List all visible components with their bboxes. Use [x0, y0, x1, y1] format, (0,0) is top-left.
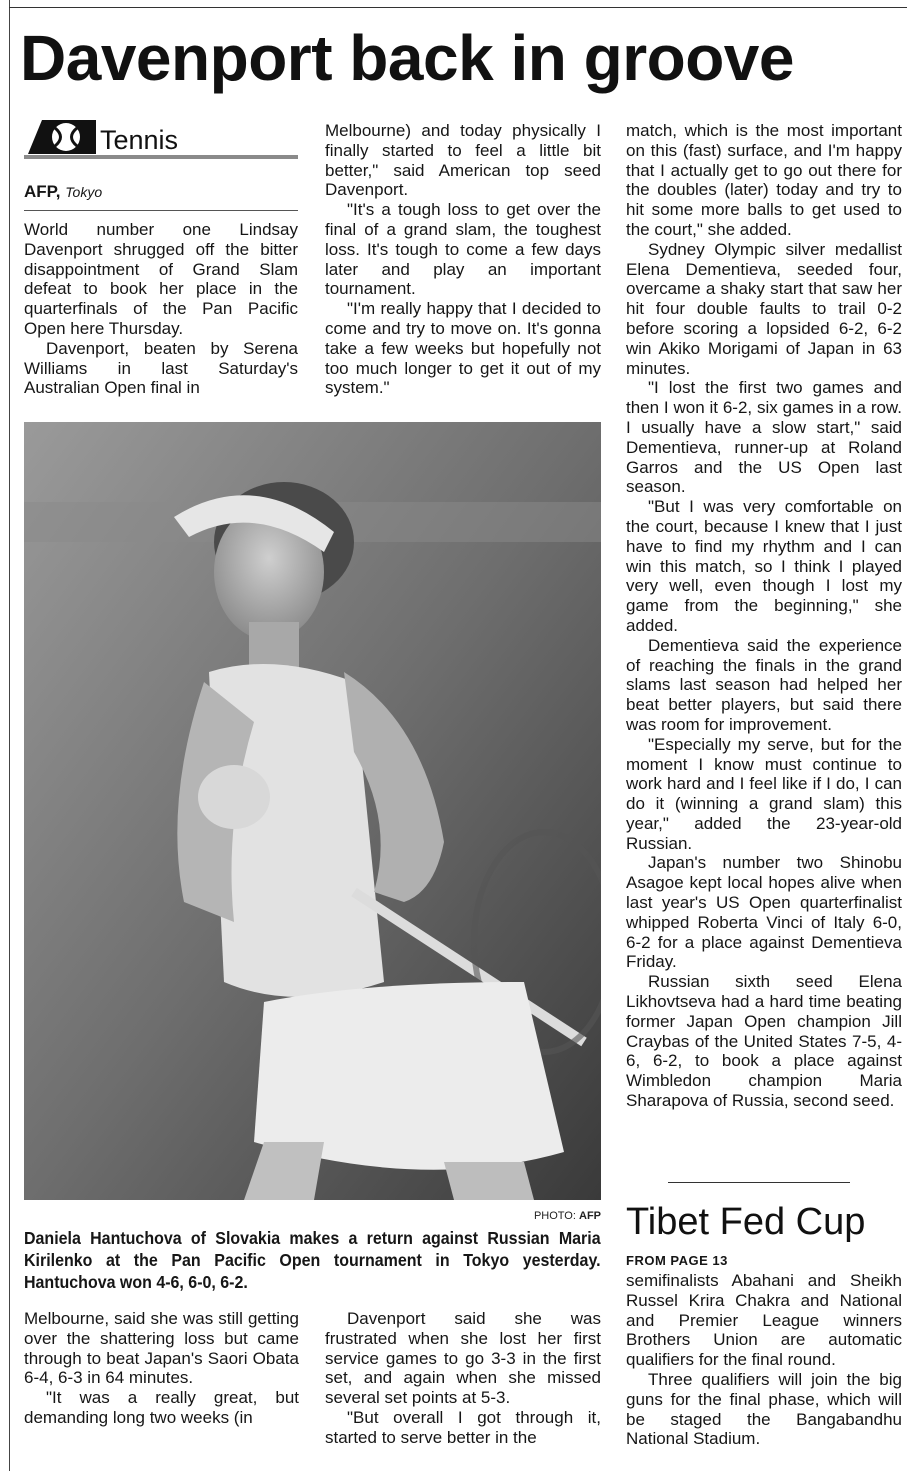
tennis-player-photo	[24, 422, 601, 1200]
paragraph: "I lost the first two games and then I won it 6-2, six games in a row. I usually have a slow start," said Dementieva, runner-up at Roland Garros and the US Open last season.	[626, 378, 902, 497]
paragraph: World number one Lindsay Davenport shrugged off the bitter disappointment of Grand Slam defeat to book her place in the quarterfinals of the Pan Pacific Open here Thursday.	[24, 220, 298, 338]
paragraph: Davenport said she was frustrated when she lost her first service games to go 3-3 in the first set, and again when she missed several set points at 5-3.	[325, 1309, 601, 1408]
paragraph: Melbourne, said she was still getting over the shattering loss but came through to beat Japan's Saori Obata 6-4, 6-3 in 64 minutes.	[24, 1309, 299, 1388]
paragraph: match, which is the most important on this (fast) surface, and I'm happy that I actually get to go out there for the doubles (later) today and try to hit some more balls to get used to the court," she added.	[626, 121, 902, 239]
paragraph: "But overall I got through it, started to serve better in the	[325, 1407, 601, 1447]
byline-rule	[24, 210, 298, 211]
paragraph: "I'm really happy that I decided to come and try to move on. It's gonna take a few weeks but hopefully not too much longer to get it out of my system."	[325, 299, 601, 398]
paragraph: Melbourne) and today physically I finally started to feel a little bit better," said American top seed Davenport.	[325, 121, 601, 200]
photo-credit	[430, 1210, 601, 1222]
section-rule	[24, 155, 298, 159]
byline-place: Tokyo	[65, 184, 103, 200]
tibet-headline: Tibet Fed Cup	[626, 1201, 866, 1243]
paragraph: Davenport, beaten by Serena Williams in last Saturday's Australian Open final in	[24, 338, 298, 398]
headline: Davenport back in groove	[20, 22, 794, 94]
paragraph: Russian sixth seed Elena Likhovtseva had a hard time beating former Japan Open champion Jill Craybas of the United States 7-5, 4-6, 6-2, to book a place against Wimbledon champion Maria Sharapova of Russia, second seed.	[626, 972, 902, 1111]
article-col2-top	[325, 121, 601, 398]
photo-credit-prefix: PHOTO:	[533, 1210, 576, 1222]
paragraph: "It's a tough loss to get over the final of a grand slam, the toughest loss. It's tough to come a few days later and play an important tournament.	[325, 200, 601, 299]
byline-agency: AFP,	[24, 182, 61, 201]
page-left-rule	[9, 0, 10, 1471]
paragraph: Dementieva said the experience of reaching the finals in the grand slams last season had helped her beat better players, but said there was room for improvement.	[626, 635, 902, 734]
paragraph: "Especially my serve, but for the moment I know must continue to work hard and I feel like if I do, I can do it (winning a grand slam) this year," added the 23-year-old Russian.	[626, 734, 902, 853]
story-separator	[668, 1182, 850, 1183]
photo-caption: Daniela Hantuchova of Slovakia makes a return against Russian Maria Kirilenko at the Pan Pacific Open tournament in Tokyo yesterday. Hantuchova won 4-6, 6-0, 6-2.	[24, 1228, 601, 1292]
from-page-label: FROM PAGE 13	[626, 1253, 728, 1268]
section-label: Tennis	[100, 125, 179, 155]
article-col1-bottom	[24, 1309, 299, 1428]
paragraph: Sydney Olympic silver medallist Elena Dementieva, seeded four, overcame a shaky start that saw her hit four double faults to trail 0-2 before scoring a lopsided 6-2, 6-2 win Akiko Morigami of Japan in 63 minutes.	[626, 239, 902, 378]
paragraph: "It was a really great, but demanding long two weeks (in	[24, 1388, 299, 1427]
paragraph: "But I was very comfortable on the court, because I knew that I just have to find my rhythm and I can win this match, so I think I played very well, even though I lost my game from the beginning," she added.	[626, 497, 902, 635]
tennis-ball-icon	[24, 118, 96, 156]
byline	[24, 182, 102, 202]
page-top-rule	[9, 7, 907, 8]
paragraph: Japan's number two Shinobu Asagoe kept local hopes alive when last year's US Open quarterfinalist whipped Roberta Vinci of Italy 6-0, 6-2 for a place against Dementieva Friday.	[626, 853, 902, 972]
paragraph: Three qualifiers will join the big guns for the final phase, which will be staged the Bangabandhu National Stadium.	[626, 1369, 902, 1449]
article-col2-bottom	[325, 1309, 601, 1448]
article-col1-top	[24, 220, 298, 398]
article-col3	[626, 121, 902, 1111]
section-header	[24, 118, 298, 158]
photo-credit-source: AFP	[579, 1210, 601, 1222]
paragraph: semifinalists Abahani and Sheikh Russel Krira Chakra and National and Premier League winners Brothers Union are automatic qualifiers for the final round.	[626, 1271, 902, 1370]
tibet-body	[626, 1271, 902, 1449]
